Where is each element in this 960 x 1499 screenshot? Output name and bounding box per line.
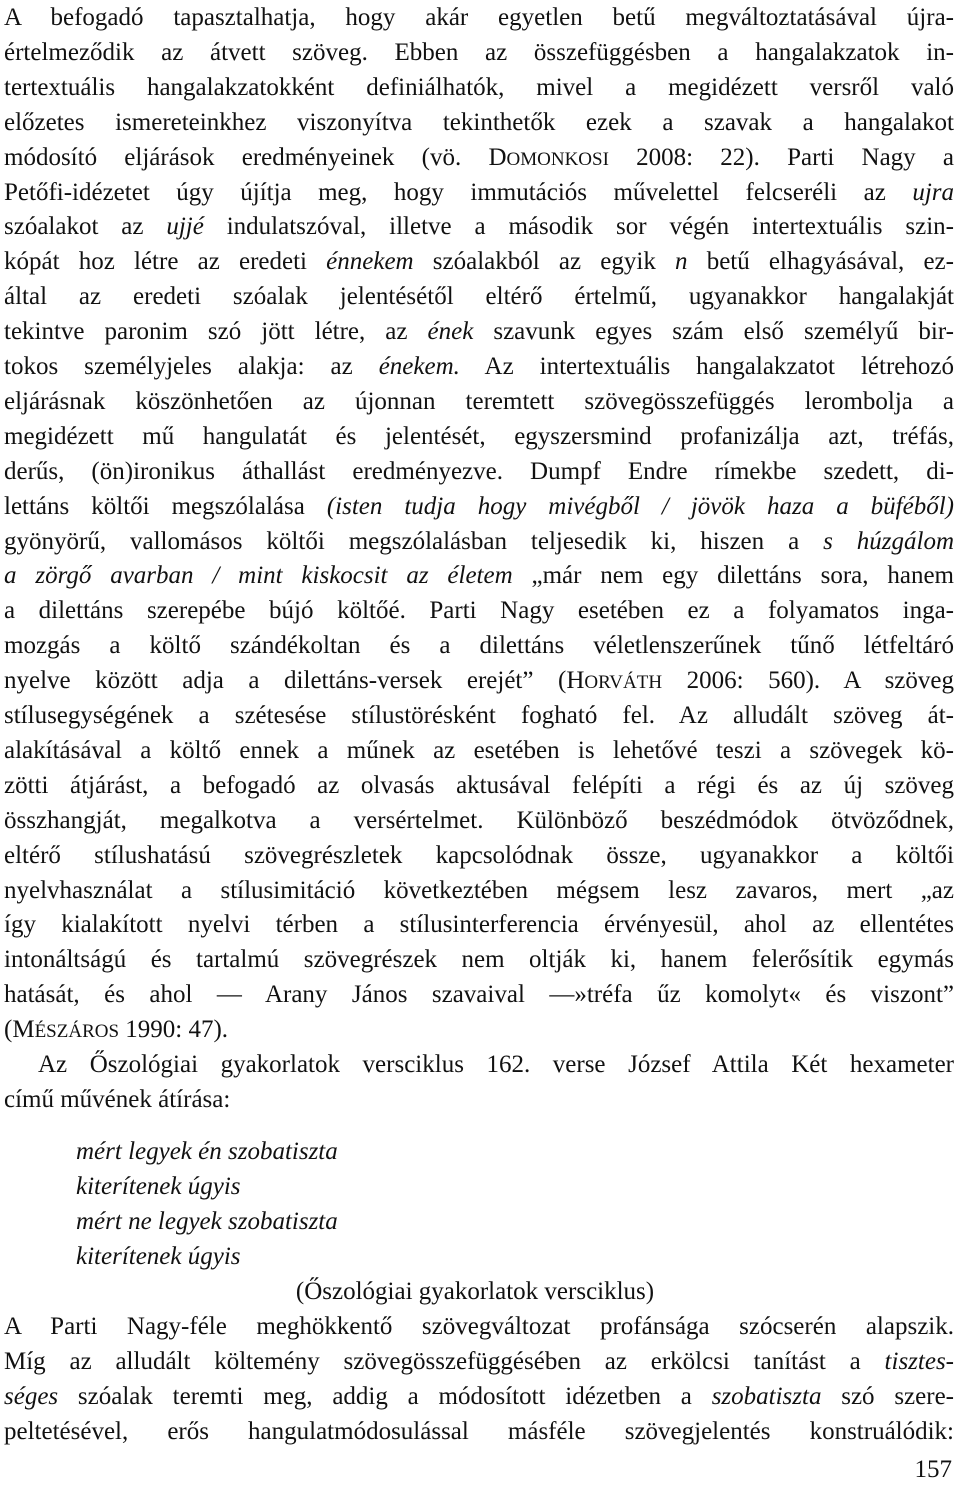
text-line [4, 314, 954, 349]
text-line [4, 35, 954, 70]
text-line [4, 1082, 954, 1117]
verse-source: (Őszológiai gyakorlatok versciklus) [295, 1278, 655, 1305]
text-line [4, 244, 954, 279]
text-line [4, 279, 954, 314]
text-line [4, 558, 954, 593]
text-segment: derűs, (ön)ironikus áthallást eredményezve. Dumpf Endre rímekbe szedett, di- [4, 457, 954, 485]
text-segment: Az Őszológiai gyakorlatok versciklus 162. verse József Attila Két hexameter [38, 1051, 954, 1078]
verse-line: mért ne legyek szobatiszta [76, 1207, 338, 1235]
text-segment: szavunk egyes szám első személyű bir- [473, 318, 954, 346]
text-line [4, 593, 954, 628]
italic-text: s húzgálom [823, 527, 954, 555]
text-segment: lettáns költői megszólalása [4, 492, 327, 520]
italic-text: tisztes- [884, 1347, 954, 1375]
italic-text: ujra [912, 178, 954, 206]
text-line [4, 419, 954, 454]
text-segment: által az eredeti szóalak jelentésétől eltérő értelmű, ugyanakkor hangalakját [4, 283, 954, 311]
text-segment: mozgás a költő szándékoltan és a dilettáns véletlenszerűnek tűnő létfeltáró [4, 632, 954, 660]
text-segment: zötti átjárást, a befogadó az olvasás aktusával felépíti a régi és az új szöveg [4, 771, 954, 799]
text-line [4, 838, 954, 873]
small-caps-text: ORVÁTH [584, 672, 663, 694]
italic-text: szobatiszta [711, 1382, 822, 1410]
text-segment: a dilettáns szerepébe bújó költőé. Parti Nagy esetében ez a folyamatos inga- [4, 597, 954, 625]
text-segment: Míg az alludált költemény szövegösszefüggésében az erkölcsi tanítást a [4, 1347, 885, 1375]
text-segment: tertextuális hangalakzatokként definiálhatók, mivel a megidézett versről való [4, 73, 954, 101]
text-segment: szóalakból az egyik [413, 248, 676, 276]
italic-text: ujjé [166, 213, 204, 241]
text-segment: hatását, és ahol — Arany János szavaival —»tréfa űz komolyt« és viszont” [4, 981, 954, 1009]
text-segment: megidézett mű hangulatát és jelentését, egyszersmind profanizálja azt, tréfás, [4, 422, 954, 450]
verse-line: kiterítenek úgyis [76, 1242, 241, 1270]
text-line [4, 768, 954, 803]
text-segment: 1990: 47). [119, 1016, 229, 1044]
text-line [4, 1012, 954, 1047]
text-segment: így kialakított nyelvi térben a stílusinterferencia érvényesül, ahol az ellentétes [4, 911, 954, 939]
text-segment: indulatszóval, illetve a második sor végén intertextuális szin- [203, 213, 954, 241]
text-line [4, 942, 954, 977]
text-line [4, 454, 954, 489]
text-segment: módosító eljárások eredményeinek (vö. D [4, 143, 507, 171]
text-segment: A befogadó tapasztalhatja, hogy akár egyetlen betű megváltoztatásával újra- [4, 4, 954, 31]
text-line [4, 524, 954, 559]
italic-text: n [675, 248, 688, 276]
italic-text: ének [427, 318, 474, 346]
small-caps-text: OMONKOSI [506, 148, 609, 170]
text-segment: 2008: 22). Parti Nagy a [608, 143, 954, 171]
text-line [4, 907, 954, 942]
text-segment: kópát hoz létre az eredeti [4, 248, 327, 276]
italic-text: énekem. [378, 353, 460, 380]
text-line [4, 489, 954, 524]
text-segment: nyelve között adja a dilettáns-versek erejét” (H [4, 667, 585, 695]
text-line [4, 628, 954, 663]
text-segment: előzetes ismereteinkhez viszonyítva tekinthetők ezek a szavak a hangalakot [4, 108, 954, 136]
text-segment: betű elhagyásával, ez- [687, 248, 954, 276]
text-segment: A Parti Nagy-féle meghökkentő szövegváltozat profánsága szócserén alapszik. [4, 1313, 954, 1340]
text-line [4, 1379, 954, 1414]
text-line [4, 663, 954, 698]
text-segment: Petőfi-idézetet úgy újítja meg, hogy immutációs művelettel felcseréli az [4, 178, 913, 206]
text-segment: stílusegységének a szétesése stílustörésként fogható fel. Az alludált szöveg át- [4, 702, 954, 729]
text-line [4, 209, 954, 244]
text-line [4, 70, 954, 105]
text-segment: nyelvhasználat a stílusimitáció következtében mégsem lesz zavaros, mert „az [4, 876, 954, 904]
text-segment: összhangját, megalkotva a versértelmet. Különböző beszédmódok ötvöződnek, [4, 806, 954, 834]
text-segment: peltetésével, erős hangulatmódosulással másféle szövegjelentés konstruálódik: [4, 1417, 954, 1445]
text-segment: című művének átírása: [4, 1085, 231, 1113]
text-line [4, 349, 954, 384]
text-line [4, 1344, 954, 1379]
page-number: 157 [914, 1456, 952, 1483]
italic-text: séges [4, 1382, 59, 1410]
text-segment: 2006: 560). A szöveg [662, 667, 954, 695]
text-segment: „már nem egy dilettáns sora, hanem [512, 562, 954, 590]
text-line [4, 1309, 954, 1344]
text-line [4, 384, 954, 419]
text-segment: értelmeződik az átvett szöveg. Ebben az összefüggésben a hangalakzatok in- [4, 38, 954, 66]
text-line [4, 0, 954, 35]
text-segment: szóalak teremti meg, addig a módosított idézetben a [58, 1382, 712, 1410]
text-line [4, 977, 954, 1012]
text-segment: szó szere- [821, 1382, 955, 1410]
verse-line: kiterítenek úgyis [76, 1172, 241, 1200]
text-line [4, 733, 954, 768]
text-segment: eltérő stílushatású szövegrészletek kapcsolódnak össze, ugyanakkor a költői [4, 841, 954, 869]
text-segment: tekintve paronim szó jött létre, az [4, 318, 428, 346]
text-line [38, 1047, 954, 1082]
text-segment: tokos személyjeles alakja: az [4, 353, 379, 380]
text-line [4, 105, 954, 140]
text-segment: eljárásnak köszönhetően az újonnan teremtett szövegösszefüggés lerombolja a [4, 387, 954, 415]
text-segment: intonáltságú és tartalmú szövegrészek nem oltják ki, hanem felerősítik egymás [4, 946, 954, 974]
text-segment: alakításával a költő ennek a műnek az esetében is lehetővé teszi a szövegek kö- [4, 736, 954, 764]
text-line [4, 175, 954, 210]
italic-text: a zörgő avarban / mint kiskocsit az életem [4, 562, 513, 590]
verse-line: mért legyek én szobatiszta [76, 1138, 338, 1165]
text-segment: Az intertextuális hangalakzatot létrehozó [459, 353, 954, 380]
text-segment: gyönyörű, vallomásos költői megszólalásban teljesedik ki, hiszen a [4, 527, 824, 555]
text-line [4, 873, 954, 908]
text-line [4, 140, 954, 175]
text-segment: szóalakot az [4, 213, 167, 241]
italic-text: énnekem [326, 248, 414, 276]
italic-text: (isten tudja hogy mivégből / jövök haza a büféből) [326, 492, 954, 520]
text-line [4, 698, 954, 733]
text-segment: (M [4, 1016, 35, 1044]
small-caps-text: ÉSZÁROS [34, 1021, 120, 1043]
text-line [4, 803, 954, 838]
text-line [4, 1414, 954, 1449]
